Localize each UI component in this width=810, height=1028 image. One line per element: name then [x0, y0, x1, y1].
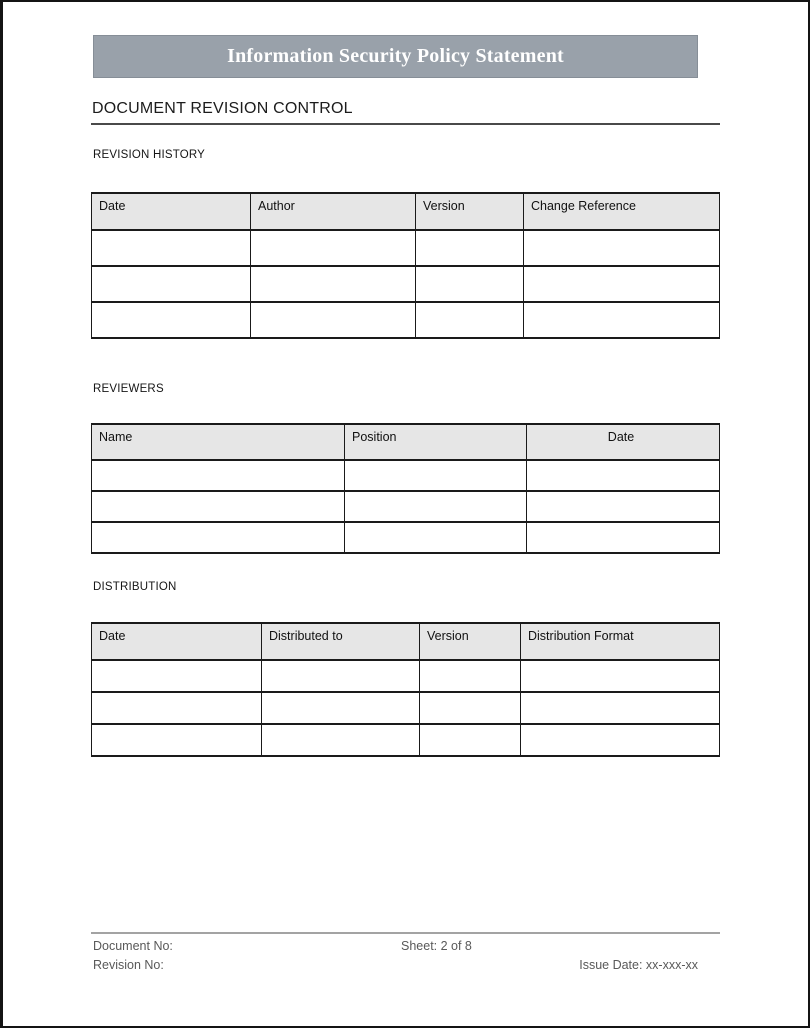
column-header-distributed-to: Distributed to: [262, 623, 420, 660]
empty-cell: [262, 660, 420, 692]
empty-cell: [527, 491, 720, 522]
table-row: [92, 522, 720, 553]
empty-cell: [521, 692, 720, 724]
column-header-date: Date: [92, 193, 251, 230]
revision-history-table: [91, 192, 720, 339]
empty-cell: [262, 724, 420, 756]
column-header-date: Date: [527, 424, 720, 460]
distribution-table: [91, 622, 720, 757]
column-header-version: Version: [416, 193, 524, 230]
section-label-reviewers: REVIEWERS: [93, 383, 164, 395]
page-footer: [91, 939, 720, 977]
empty-cell: [521, 660, 720, 692]
empty-cell: [527, 522, 720, 553]
document-title: Information Security Policy Statement: [227, 45, 564, 67]
distribution-header-row: [92, 623, 720, 660]
empty-cell: [262, 692, 420, 724]
empty-cell: [92, 266, 251, 302]
revision-no-label: Revision No:: [93, 958, 164, 972]
column-header-date: Date: [92, 623, 262, 660]
page-heading: DOCUMENT REVISION CONTROL: [92, 100, 353, 117]
empty-cell: [92, 230, 251, 266]
empty-cell: [420, 724, 521, 756]
empty-cell: [416, 266, 524, 302]
section-label-distribution: DISTRIBUTION: [93, 581, 177, 593]
empty-cell: [524, 230, 720, 266]
empty-cell: [92, 491, 345, 522]
empty-cell: [416, 230, 524, 266]
reviewers-table: [91, 423, 720, 554]
issue-date-label: Issue Date: xx-xxx-xx: [579, 958, 698, 972]
table-row: [92, 692, 720, 724]
empty-cell: [92, 522, 345, 553]
column-header-distribution-format: Distribution Format: [521, 623, 720, 660]
section-label-revision-history: REVISION HISTORY: [93, 149, 206, 161]
table-row: [92, 460, 720, 491]
empty-cell: [521, 724, 720, 756]
reviewers-header-row: [92, 424, 720, 460]
column-header-version: Version: [420, 623, 521, 660]
column-header-author: Author: [251, 193, 416, 230]
column-header-position: Position: [345, 424, 527, 460]
empty-cell: [251, 302, 416, 338]
empty-cell: [524, 266, 720, 302]
column-header-change-reference: Change Reference: [524, 193, 720, 230]
empty-cell: [92, 660, 262, 692]
revision-history-header-row: [92, 193, 720, 230]
empty-cell: [420, 660, 521, 692]
sheet-number: Sheet: 2 of 8: [401, 939, 472, 953]
column-header-name: Name: [92, 424, 345, 460]
table-row: [92, 266, 720, 302]
title-banner: [93, 35, 698, 78]
heading-rule: [91, 123, 720, 125]
empty-cell: [92, 302, 251, 338]
empty-cell: [416, 302, 524, 338]
table-row: [92, 660, 720, 692]
table-row: [92, 724, 720, 756]
document-no-label: Document No:: [93, 939, 173, 953]
empty-cell: [92, 460, 345, 491]
empty-cell: [251, 230, 416, 266]
empty-cell: [92, 724, 262, 756]
empty-cell: [345, 522, 527, 553]
table-row: [92, 302, 720, 338]
footer-row-2: [91, 958, 720, 977]
empty-cell: [420, 692, 521, 724]
empty-cell: [524, 302, 720, 338]
empty-cell: [345, 460, 527, 491]
empty-cell: [251, 266, 416, 302]
footer-rule: [91, 932, 720, 934]
empty-cell: [527, 460, 720, 491]
empty-cell: [345, 491, 527, 522]
table-row: [92, 491, 720, 522]
table-row: [92, 230, 720, 266]
footer-row-1: [91, 939, 720, 958]
empty-cell: [92, 692, 262, 724]
